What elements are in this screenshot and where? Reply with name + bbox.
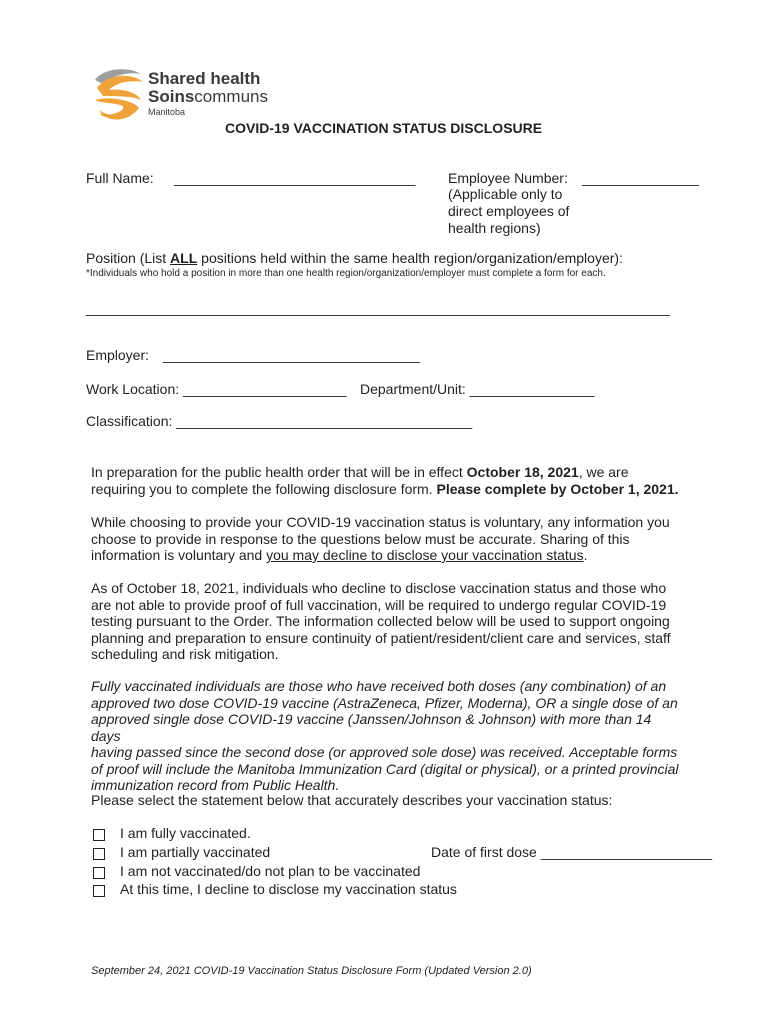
position-note: *Individuals who hold a position in more than one health region/organization/employer must complete a form for each. bbox=[86, 268, 606, 279]
full-name-label: Full Name: bbox=[86, 170, 154, 186]
employee-note-line-2: direct employees of bbox=[448, 203, 570, 219]
fully-vaccinated-definition: Fully vaccinated individuals are those who have received both doses (any combination) of an approved two dose COVID-19 vaccine (AstraZeneca, Pfizer, Moderna), OR a single dose of an approved single dose COVID-19 vaccine (Janssen/Johnson & Johnson) with more than 14 days having passed since the second dose (or approved sole dose) was received. Acceptable forms of proof will include the Manitoba Immunization Card (digital or physical), or a printed provincial immunization record from Public Health. bbox=[91, 678, 679, 793]
department-row bbox=[360, 381, 594, 398]
option-partially-vaccinated: I am partially vaccinated bbox=[120, 844, 271, 860]
work-location-field[interactable]: _____________________ bbox=[183, 381, 347, 397]
checkbox-fully-vaccinated[interactable] bbox=[93, 829, 105, 841]
work-location-row bbox=[86, 381, 347, 398]
position-field[interactable]: ___________________________________________________________________________ bbox=[86, 300, 670, 316]
full-name-field[interactable]: _______________________________ bbox=[174, 170, 416, 186]
employee-note-line-1: (Applicable only to bbox=[448, 186, 563, 202]
first-dose-date-row bbox=[431, 844, 712, 861]
select-instruction: Please select the statement below that accurately describes your vaccination status: bbox=[91, 792, 613, 808]
employee-number-field[interactable]: _______________ bbox=[582, 170, 699, 186]
employer-label: Employer: bbox=[86, 347, 150, 363]
option-not-vaccinated: I am not vaccinated/do not plan to be vaccinated bbox=[120, 863, 421, 879]
first-dose-date-label: Date of first dose bbox=[431, 844, 541, 860]
classification-row bbox=[86, 413, 472, 430]
checkbox-decline-disclose[interactable] bbox=[93, 885, 105, 897]
footer-version: September 24, 2021 COVID-19 Vaccination Status Disclosure Form (Updated Version 2.0) bbox=[91, 965, 532, 977]
checkbox-not-vaccinated[interactable] bbox=[93, 867, 105, 879]
employee-number-label: Employee Number: bbox=[448, 170, 568, 186]
order-paragraph: As of October 18, 2021, individuals who decline to disclose vaccination status and those who are not able to provide proof of full vaccination, will be required to undergo regular COVID-19 testing pursuant to the Order. The information collected below will be used to support ongoing planning and preparation to ensure continuity of patient/resident/client care and services, staff scheduling and risk mitigation. bbox=[91, 580, 671, 662]
option-fully-vaccinated: I am fully vaccinated. bbox=[120, 825, 251, 841]
logo-line-2: Soinscommuns bbox=[148, 87, 268, 106]
work-location-label: Work Location: bbox=[86, 381, 184, 397]
first-dose-date-field[interactable]: ______________________ bbox=[540, 844, 713, 860]
classification-label: Classification: bbox=[86, 413, 177, 429]
form-title: COVID-19 VACCINATION STATUS DISCLOSURE bbox=[225, 120, 543, 136]
department-label: Department/Unit: bbox=[360, 381, 470, 397]
checkbox-partially-vaccinated[interactable] bbox=[93, 848, 105, 860]
logo-mark-icon bbox=[95, 69, 143, 119]
voluntary-paragraph: While choosing to provide your COVID-19 vaccination status is voluntary, any information you choose to provide in response to the questions below must be accurate. Sharing of this information is voluntary and you may decline to disclose your vaccination status. bbox=[91, 514, 670, 563]
employee-note-line-3: health regions) bbox=[448, 220, 541, 236]
department-field[interactable]: ________________ bbox=[469, 381, 595, 397]
logo-line-1: Shared health bbox=[148, 69, 261, 88]
classification-field[interactable]: ______________________________________ bbox=[176, 413, 473, 429]
position-label: Position (List ALL positions held within the same health region/organization/employer): bbox=[86, 250, 623, 266]
option-decline-disclose: At this time, I decline to disclose my vaccination status bbox=[120, 881, 457, 897]
logo-line-3: Manitoba bbox=[148, 107, 186, 117]
intro-paragraph: In preparation for the public health order that will be in effect October 18, 2021, we are requiring you to complete the following disclosure form. Please complete by October 1, 2021. bbox=[91, 464, 679, 497]
employer-field[interactable]: _________________________________ bbox=[163, 347, 420, 363]
